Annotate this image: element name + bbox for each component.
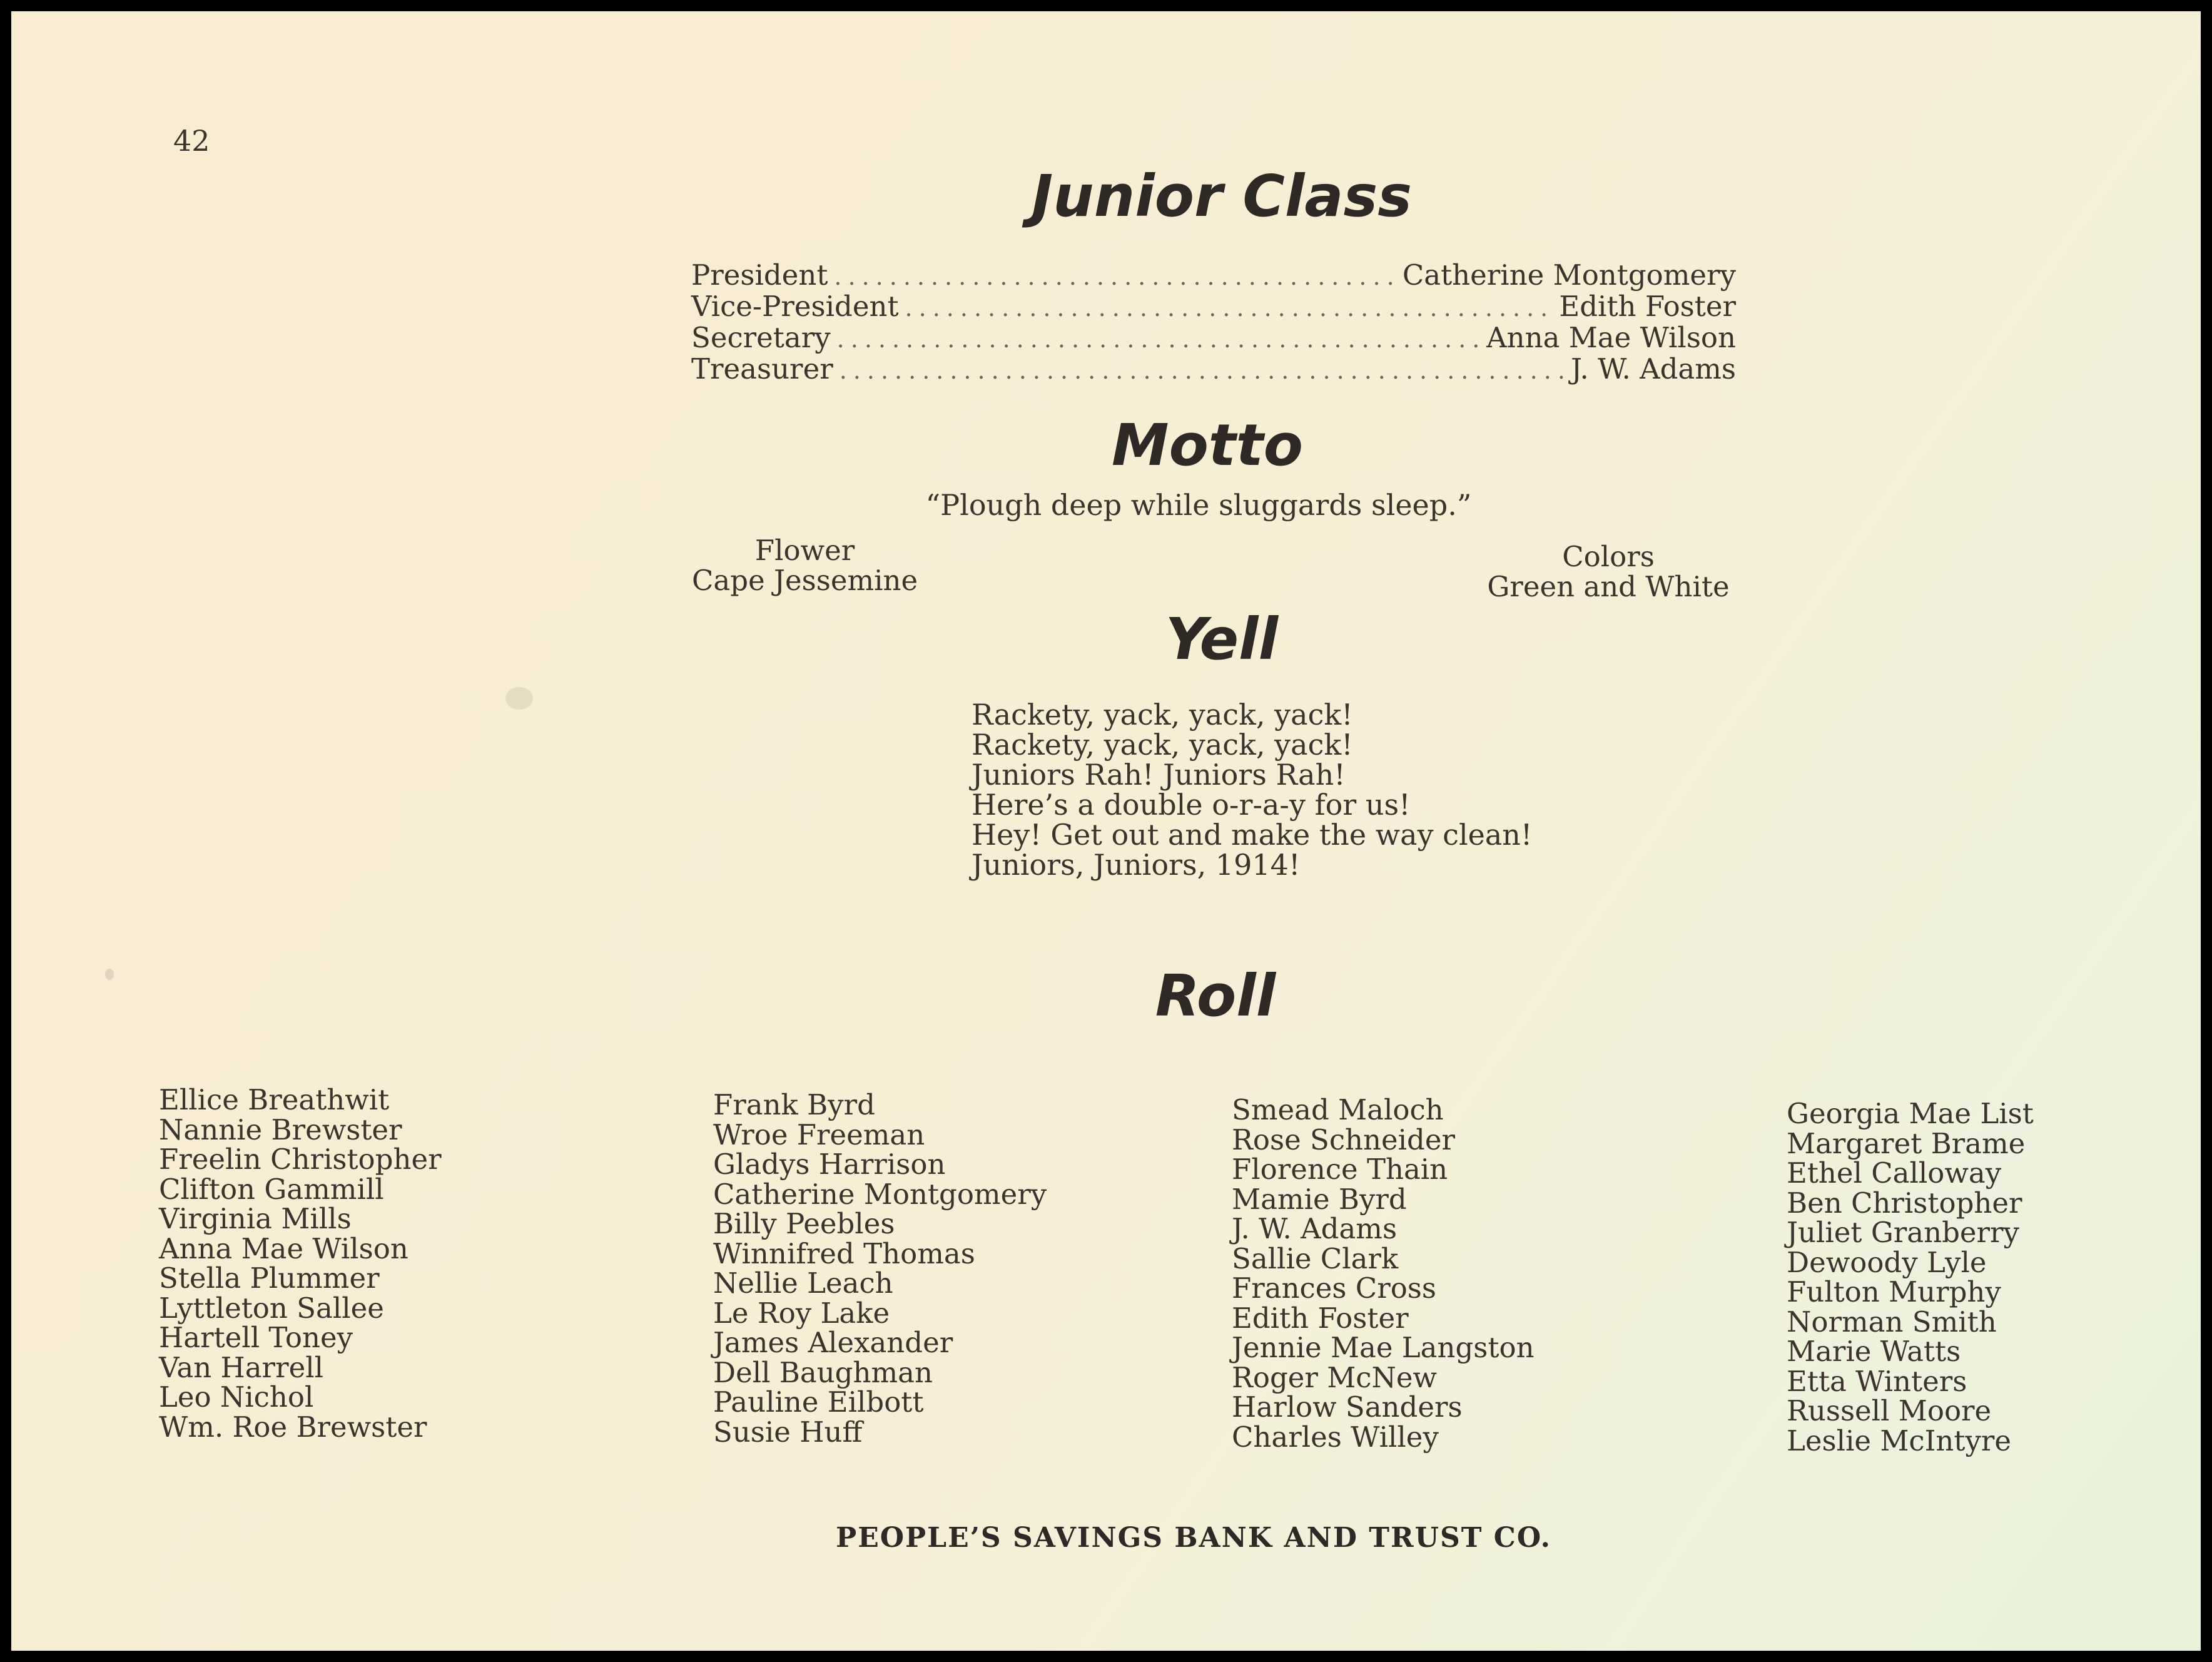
roll-name: Florence Thain <box>1232 1153 1448 1186</box>
officer-name: Catherine Montgomery <box>1402 258 1736 292</box>
yell-heading: Yell <box>1165 606 1279 673</box>
roll-name: Ben Christopher <box>1787 1186 2022 1220</box>
roll-name: Freelin Christopher <box>159 1143 442 1176</box>
roll-name: Smead Maloch <box>1232 1093 1444 1126</box>
leader-dots <box>840 356 1565 385</box>
colors-value: Green and White <box>1487 570 1730 603</box>
roll-name: Sallie Clark <box>1232 1241 1399 1275</box>
roll-name: Charles Willey <box>1232 1420 1439 1454</box>
flower-value: Cape Jessemine <box>692 564 918 597</box>
roll-name: Margaret Brame <box>1787 1126 2026 1160</box>
roll-name: Hartell Toney <box>159 1321 353 1354</box>
yearbook-page <box>11 11 2201 1651</box>
roll-column-1 <box>159 1085 442 1442</box>
officer-row-treasurer <box>691 354 1736 385</box>
roll-name: Rose Schneider <box>1232 1123 1455 1156</box>
officer-row-secretary <box>691 323 1736 354</box>
officer-name: Anna Mae Wilson <box>1486 321 1736 354</box>
roll-column-3 <box>1232 1095 1535 1452</box>
roll-name: Frank Byrd <box>713 1088 875 1121</box>
leader-dots <box>837 325 1480 354</box>
roll-name: Frances Cross <box>1232 1272 1436 1305</box>
page-title: Junior Class <box>1031 163 1413 230</box>
roll-column-4 <box>1787 1099 2034 1456</box>
roll-name: Stella Plummer <box>159 1262 380 1295</box>
roll-name: Wm. Roe Brewster <box>159 1410 427 1444</box>
colors-label: Colors <box>1562 540 1655 573</box>
roll-name: Dewoody Lyle <box>1787 1245 1987 1279</box>
officer-name: J. W. Adams <box>1570 352 1736 385</box>
roll-name: Etta Winters <box>1787 1364 1967 1398</box>
officer-role: Vice-President <box>691 290 899 323</box>
yell-line: Hey! Get out and make the way clean! <box>972 818 1533 852</box>
roll-name: Susie Huff <box>713 1415 863 1449</box>
yell-line: Rackety, yack, yack, yack! <box>972 728 1353 762</box>
roll-name: Ethel Calloway <box>1787 1156 2002 1190</box>
roll-name: Wroe Freeman <box>713 1118 925 1151</box>
paper-stain <box>505 687 533 710</box>
roll-name: Nannie Brewster <box>159 1113 402 1146</box>
officer-name: Edith Foster <box>1559 290 1736 323</box>
roll-name: Leslie McIntyre <box>1787 1424 2012 1457</box>
roll-name: Roger McNew <box>1232 1360 1438 1394</box>
roll-name: Leo Nichol <box>159 1380 314 1414</box>
roll-name: Mamie Byrd <box>1232 1182 1407 1216</box>
leader-dots <box>834 262 1396 292</box>
officer-row-vice-president <box>691 292 1736 323</box>
roll-name: Nellie Leach <box>713 1267 893 1300</box>
leader-dots <box>905 293 1553 323</box>
roll-name: Virginia Mills <box>159 1202 352 1235</box>
roll-name: Norman Smith <box>1787 1305 1997 1338</box>
roll-name: Lyttleton Sallee <box>159 1291 384 1325</box>
roll-name: James Alexander <box>713 1326 953 1359</box>
yell-line: Rackety, yack, yack, yack! <box>972 698 1353 732</box>
yell-line: Here’s a double o-r-a-y for us! <box>972 788 1411 822</box>
roll-name: Catherine Montgomery <box>713 1177 1047 1211</box>
yell-line: Juniors Rah! Juniors Rah! <box>972 758 1346 792</box>
roll-name: Juliet Granberry <box>1787 1216 2019 1249</box>
roll-name: Billy Peebles <box>713 1207 895 1240</box>
flower-block <box>692 536 918 596</box>
roll-name: Marie Watts <box>1787 1335 1961 1368</box>
yell-line: Juniors, Juniors, 1914! <box>972 848 1301 882</box>
roll-name: Anna Mae Wilson <box>159 1231 408 1265</box>
roll-column-2 <box>713 1090 1047 1447</box>
roll-name: Jennie Mae Langston <box>1232 1331 1535 1364</box>
roll-name: Clifton Gammill <box>159 1172 384 1206</box>
footer-advertiser: PEOPLE’S SAVINGS BANK AND TRUST CO. <box>836 1522 1551 1554</box>
officer-role: Secretary <box>691 321 831 354</box>
roll-name: Gladys Harrison <box>713 1148 946 1181</box>
officer-role: Treasurer <box>691 352 833 385</box>
roll-name: Fulton Murphy <box>1787 1275 2001 1308</box>
roll-name: Ellice Breathwit <box>159 1083 390 1116</box>
flower-label: Flower <box>754 534 855 567</box>
roll-name: Edith Foster <box>1232 1301 1409 1335</box>
roll-name: Pauline Eilbott <box>713 1385 924 1419</box>
roll-name: Harlow Sanders <box>1232 1390 1463 1424</box>
roll-name: Winnifred Thomas <box>713 1236 975 1270</box>
roll-name: Van Harrell <box>159 1350 323 1384</box>
roll-name: Georgia Mae List <box>1787 1097 2034 1130</box>
officer-role: President <box>691 258 828 292</box>
officer-row-president <box>691 260 1736 292</box>
roll-name: Le Roy Lake <box>713 1296 890 1330</box>
roll-heading: Roll <box>1155 962 1276 1029</box>
roll-name: Dell Baughman <box>713 1355 933 1389</box>
motto-text: “Plough deep while sluggards sleep.” <box>925 488 1472 522</box>
roll-name: J. W. Adams <box>1232 1212 1398 1245</box>
yell-text <box>972 700 1532 880</box>
page-number: 42 <box>173 124 210 158</box>
paper-speck <box>105 969 114 980</box>
colors-block <box>1487 542 1729 602</box>
motto-heading: Motto <box>1112 412 1303 479</box>
officers-list <box>691 260 1736 385</box>
roll-name: Russell Moore <box>1787 1394 1992 1427</box>
